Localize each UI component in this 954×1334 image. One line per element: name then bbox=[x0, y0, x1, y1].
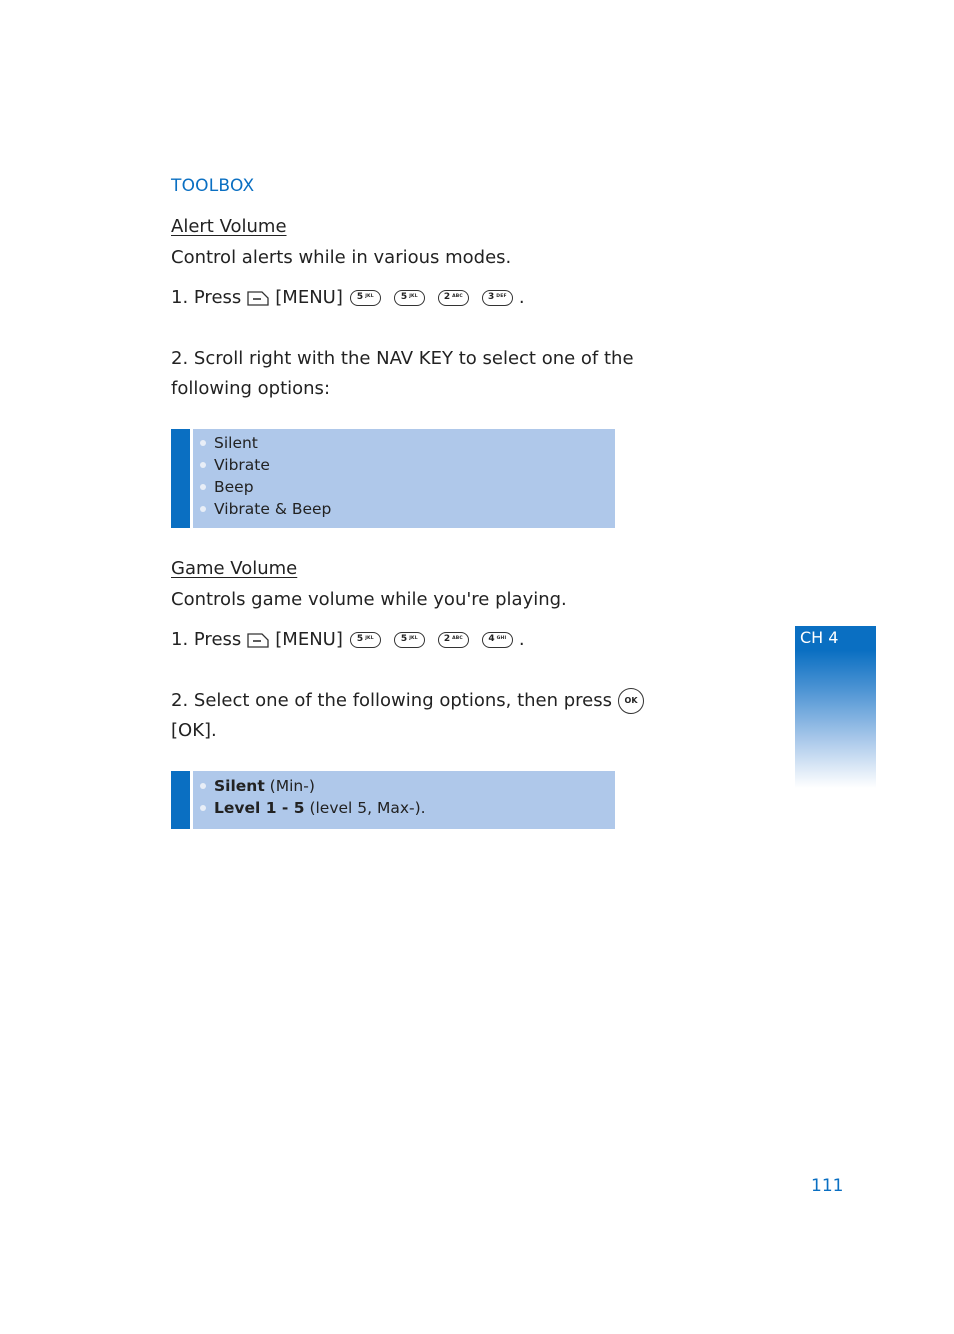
box-accent-bar bbox=[171, 429, 190, 528]
list-item: Silent bbox=[199, 432, 331, 454]
list-item: Vibrate & Beep bbox=[199, 498, 331, 520]
list-item: Vibrate bbox=[199, 454, 331, 476]
game-step2: 2. Select one of the following options, then press OK [OK]. bbox=[171, 686, 644, 746]
key-icon: 5 JKL bbox=[350, 632, 381, 648]
game-volume-heading: Game Volume bbox=[171, 558, 298, 579]
game-options-box bbox=[171, 771, 615, 829]
key-icon: 5 JKL bbox=[350, 290, 381, 306]
key-icon: 2 ABC bbox=[438, 632, 469, 648]
key-icon: 4 GHI bbox=[482, 632, 513, 648]
box-accent-bar bbox=[171, 771, 190, 829]
key-icon: 5 JKL bbox=[394, 290, 425, 306]
game-volume-description: Controls game volume while you're playing. bbox=[171, 589, 567, 610]
ok-key-icon: OK bbox=[618, 688, 644, 714]
alert-options-list bbox=[199, 432, 331, 520]
key-icon: 2 ABC bbox=[438, 290, 469, 306]
step1-prefix: 1. Press bbox=[171, 287, 242, 308]
step1-prefix: 1. Press bbox=[171, 629, 242, 650]
chapter-tab-label: CH 4 bbox=[800, 628, 839, 647]
key-icon: 3 DEF bbox=[482, 290, 513, 306]
list-item: Level 1 - 5 (level 5, Max-). bbox=[199, 797, 426, 819]
section-title: TOOLBOX bbox=[171, 176, 255, 196]
alert-options-box bbox=[171, 429, 615, 528]
game-options-list bbox=[199, 775, 426, 819]
page-number: 111 bbox=[811, 1176, 844, 1196]
alert-volume-description: Control alerts while in various modes. bbox=[171, 247, 512, 268]
menu-label: [MENU] bbox=[275, 287, 343, 308]
key-icon: 5 JKL bbox=[394, 632, 425, 648]
softkey-icon bbox=[247, 290, 269, 305]
softkey-icon bbox=[247, 632, 269, 647]
step1-end: . bbox=[518, 287, 525, 308]
alert-step2: 2. Scroll right with the NAV KEY to select one of the following options: bbox=[171, 348, 634, 399]
list-item: Beep bbox=[199, 476, 331, 498]
chapter-tab bbox=[795, 626, 876, 788]
alert-volume-heading: Alert Volume bbox=[171, 216, 287, 237]
alert-step1 bbox=[171, 287, 525, 308]
game-step1 bbox=[171, 629, 525, 650]
menu-label: [MENU] bbox=[275, 629, 343, 650]
list-item: Silent (Min-) bbox=[199, 775, 426, 797]
step1-end: . bbox=[518, 629, 525, 650]
